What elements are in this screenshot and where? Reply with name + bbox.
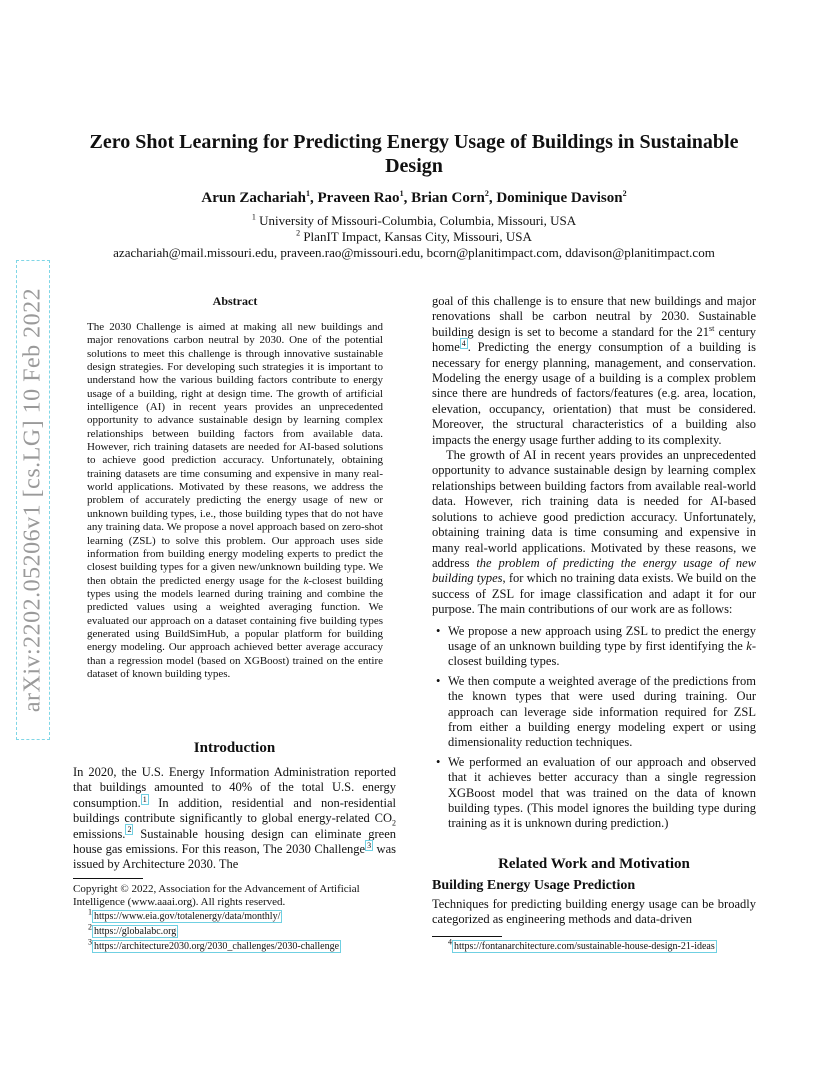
abstract-body <box>87 321 383 681</box>
footnote-3 <box>88 937 341 953</box>
title-line-1: Zero Shot Learning for Predicting Energy Usage of Buildings in Sustainable <box>89 131 739 153</box>
abstract-k: k <box>303 574 309 587</box>
bullet-icon: • <box>436 673 441 688</box>
footnote-1 <box>88 907 282 923</box>
intro-text: In 2020, the U.S. Energy Information Administration reported that buildings amounted to 40% of the total U.S. energy consumption. <box>73 765 396 810</box>
author-affil-mark: 1 <box>399 189 404 198</box>
affiliation-1 <box>60 213 768 229</box>
footnote-ref-4[interactable]: 4 <box>461 339 466 349</box>
intro-text: In addition, residential and non-residential buildings contribute significantly to global energy-related CO <box>73 795 396 826</box>
affiliation-2 <box>60 229 768 245</box>
author-affil-mark: 1 <box>306 189 310 198</box>
affiliation-text: University of Missouri-Columbia, Columbia, Missouri, USA <box>259 213 577 228</box>
intro-text: was issued by Architecture 2030. The <box>73 842 396 872</box>
superscript-st: st <box>709 323 715 333</box>
list-item <box>432 674 756 751</box>
footnote-number: 1 <box>88 907 92 917</box>
author-affil-mark: 2 <box>484 189 489 198</box>
list-item <box>432 624 756 670</box>
author-list: Arun Zachariah$^1$, Praveen Rao$^1$, Brian Corn$^2$, Dominique Davison$^2$ <box>201 189 627 206</box>
arxiv-identifier: arXiv:2202.05206v1 [cs.LG] 10 Feb 2022 <box>19 287 46 713</box>
introduction-heading: Introduction <box>193 740 276 756</box>
paragraph <box>432 448 756 617</box>
body-text: We then compute a weighted average of the predictions from the known types that were used during training. Our approach can leverage side information required for ZSL from either a building energy modeling expert or using dimensionality reduction techniques. <box>448 673 756 750</box>
author-emails: azachariah@mail.missouri.edu, praveen.rao@missouri.edu, bcorn@planitimpact.com, ddavison@planitimpact.com <box>113 245 715 260</box>
title-line-2: Design <box>385 155 443 177</box>
paper-title <box>60 130 768 178</box>
footnote-number: 4 <box>448 937 452 947</box>
body-text: goal of this challenge is to ensure that new buildings and major renovations shall be carbon neutral by 2030. Sustainable building design is set to become a standard for the 21 <box>432 294 756 339</box>
footnote-4 <box>448 937 717 953</box>
paragraph <box>432 294 756 448</box>
contributions-list <box>432 624 756 832</box>
subsection-heading: Building Energy Usage Prediction <box>432 878 636 893</box>
author-name: Brian Corn <box>411 190 485 206</box>
body-text: We propose a new approach using ZSL to predict the energy usage of an unknown building type by first identifying the <box>448 623 756 653</box>
body-text: The growth of AI in recent years provides an unprecedented opportunity to advance sustainable design by learning complex relationships between building factors from available real-world data. However, rich training data is needed for AI-based solutions to achieve good prediction accuracy. Unfortunately, obtaining training data is time consuming and expensive in many real-world applications. Motivated by these reasons, we address <box>432 448 756 570</box>
right-column <box>432 294 756 836</box>
affiliation-number: 1 <box>251 212 256 222</box>
intro-text: Sustainable housing design can eliminate green house gas emissions. For this reason, The 2030 Challenge <box>73 826 396 857</box>
affiliation-number: 2 <box>296 228 301 238</box>
body-text: -closest building types. <box>448 638 756 669</box>
body-text: We performed an evaluation of our approach and observed that it achieves better accuracy than a single regression XGBoost model that was trained on the data of known building types. (This model ignores the building type during training as it is unknown during prediction.) <box>448 754 756 831</box>
footnote-rule <box>432 936 502 937</box>
related-work-heading: Related Work and Motivation <box>498 856 690 872</box>
abstract-text: The 2030 Challenge is aimed at making all new buildings and major renovations carbon neutral by 2030. One of the potential solutions to meet this challenge is through innovative sustainable design strategies. For developing such strategies it is important to understand how the various building factors contribute to energy usage of a building, right at design time. The growth of artificial intelligence (AI) in recent years provides an unprecedented opportunity to advance sustainable design by learning complex relationships between building factors from available data. However, rich training datasets are needed for AI-based solutions to achieve good prediction accuracy. Unfortunately, obtaining training datasets are time consuming and expensive in many real-world applications. Motivated by these reasons, we address the problem of accurately predicting the energy usage of new or unknown building types, i.e., those building types that do not have any training data. We propose a novel approach based on zero-shot learning (ZSL) to solve this problem. Our approach uses side information from building energy modeling experts to predict the closest building types for a given new/unknown building type. We then obtain the predicted energy usage for the <box>87 321 383 587</box>
body-text: , for which no training data exists. We build on the success of ZSL for image classification and adapt it for our purpose. The main contributions of our work are as follows: <box>432 571 756 617</box>
footnote-ref-3[interactable]: 3 <box>367 840 372 850</box>
footnote-link[interactable]: https://architecture2030.org/2030_challenges/2030-challenge <box>94 941 340 952</box>
footnote-number: 2 <box>88 922 92 932</box>
body-text: . Predicting the energy consumption of a building is necessary for energy planning, management, and conservation. Modeling the energy usage of a building is a complex problem since there are hundreds of factors/features (e.g. area, location, elevation, occupancy, orientation) that must be considered. Moreover, the structural characteristics of a building also impacts the energy usage further adding to its complexity. <box>432 340 756 447</box>
copyright-notice: Copyright © 2022, Association for the Advancement of Artificial Intelligence (www.aaai.org). All rights reserved. <box>73 883 360 908</box>
footnote-2 <box>88 922 178 938</box>
emphasis-text: k <box>746 638 752 653</box>
arxiv-sidebar <box>16 260 50 740</box>
related-work-text: Techniques for predicting building energy usage can be broadly categorized as engineering methods and data-driven <box>432 897 756 927</box>
author-affil-mark: 2 <box>622 189 627 198</box>
introduction-body <box>73 765 396 873</box>
footnote-link[interactable]: https://globalabc.org <box>94 926 177 937</box>
bullet-icon: • <box>436 623 441 638</box>
footnote-number: 3 <box>88 937 92 947</box>
affiliation-text: PlanIT Impact, Kansas City, Missouri, USA <box>303 229 532 244</box>
author-name: Praveen Rao <box>317 190 400 206</box>
author-name: Arun Zachariah <box>201 190 306 206</box>
co2-subscript: 2 <box>392 818 396 828</box>
emphasis-text: the problem of predicting the energy usage of new building types <box>432 555 756 586</box>
body-text: century home <box>432 324 757 355</box>
intro-text: emissions. <box>73 826 126 841</box>
footnote-ref-2[interactable]: 2 <box>127 825 132 835</box>
footnote-link[interactable]: https://fontanarchitecture.com/sustainable-house-design-21-ideas <box>454 941 715 952</box>
abstract-text: -closest building types using the models learned during training and combine the predicted values using a weighted averaging function. We evaluated our approach on a dataset containing five building types generated using BuildSimHub, a popular platform for building energy modeling. Our approach achieved better average accuracy than a regression model (based on XGBoost) trained on the entire dataset of known building types. <box>87 574 383 680</box>
bullet-icon: • <box>436 754 441 769</box>
author-name: Dominique Davison <box>496 190 623 206</box>
footnote-rule <box>73 878 143 879</box>
footnote-link[interactable]: https://www.eia.gov/totalenergy/data/monthly/ <box>94 911 281 922</box>
abstract-heading: Abstract <box>212 294 258 308</box>
footnote-ref-1[interactable]: 1 <box>142 794 147 804</box>
list-item <box>432 755 756 832</box>
